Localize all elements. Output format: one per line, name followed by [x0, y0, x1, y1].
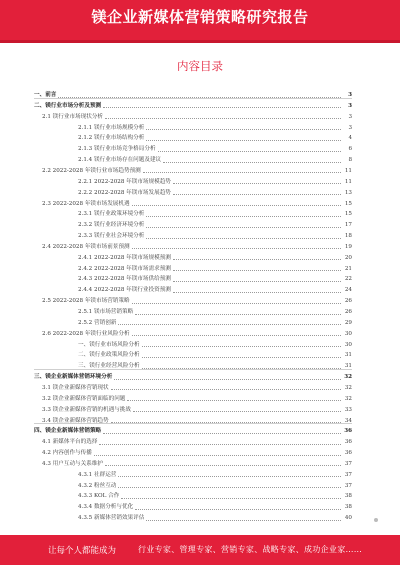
- toc-entry-label: 3.4 镁企业新媒体营销趋势: [42, 417, 109, 424]
- toc-entry-label: 4.3 用户互动与关系维护: [42, 460, 104, 467]
- toc-entry-page: 3: [348, 102, 352, 109]
- toc-entry-label: 4.3.2 粉丝互动: [78, 482, 117, 489]
- toc-entry-label: 2.5.2 营销创新: [78, 319, 117, 326]
- toc-entry-page: 26: [344, 298, 352, 305]
- toc-entry-page: 11: [344, 178, 352, 185]
- toc-entry-label: 4.3.5 新媒体营销效果评估: [78, 515, 145, 522]
- toc-entry[interactable]: [34, 110, 352, 121]
- toc-entry-page: 37: [344, 460, 352, 467]
- toc-entry[interactable]: [34, 99, 352, 110]
- toc-leader-dots: [146, 520, 341, 521]
- toc-entry-page: 26: [344, 309, 352, 315]
- toc-entry-page: 3: [348, 124, 352, 131]
- toc-leader-dots: [142, 346, 341, 347]
- toc-leader-dots: [173, 270, 341, 271]
- toc-entry[interactable]: [34, 262, 352, 273]
- toc-entry-page: 32: [344, 384, 352, 391]
- toc-entry-page: 24: [344, 287, 352, 294]
- toc-section-divider: [34, 423, 352, 424]
- toc-entry-page: 40: [344, 515, 352, 522]
- toc-entry[interactable]: [34, 164, 352, 175]
- toc-entry[interactable]: [34, 435, 352, 446]
- toc-entry-label: 2.1.2 镁行业市场结构分析: [78, 135, 145, 142]
- toc-entry[interactable]: [34, 381, 352, 392]
- toc-entry-label: 3.3 镁企业新媒体营销的机遇与挑战: [42, 406, 131, 413]
- toc-entry-label: 2.2 2022-2028 年镁行业市场趋势预测: [42, 167, 141, 174]
- toc-entry-label: 一、镁行业市场风险分析: [78, 341, 140, 348]
- toc-entry[interactable]: [34, 468, 352, 479]
- toc-entry-label: 2.1.1 镁行业市场规模分析: [78, 124, 145, 131]
- toc-entry-label: 二、镁行业市场分析及预测: [34, 102, 102, 109]
- toc-entry[interactable]: [34, 272, 352, 283]
- toc-leader-dots: [173, 194, 341, 195]
- toc-entry-page: 3: [348, 92, 352, 98]
- toc-leader-dots: [111, 389, 341, 390]
- toc-leader-dots: [103, 107, 341, 108]
- toc-leader-dots: [143, 172, 341, 173]
- toc-entry[interactable]: [34, 511, 352, 522]
- header-strip: [0, 40, 400, 43]
- toc-entry[interactable]: [34, 186, 352, 197]
- toc-leader-dots: [133, 411, 341, 412]
- toc-leader-dots: [121, 498, 341, 499]
- toc-entry-page: 32: [344, 374, 352, 381]
- toc-leader-dots: [142, 357, 341, 358]
- toc-leader-dots: [99, 444, 341, 445]
- toc-entry-label: 2.5.1 镁市场营销策略: [78, 309, 134, 315]
- toc-entry[interactable]: [34, 294, 352, 305]
- toc-entry[interactable]: [34, 240, 352, 251]
- toc-entry-label: 2.5 2022-2028 年镁市场营销策略: [42, 298, 130, 305]
- toc-entry-label: 4.2 内容创作与传播: [42, 450, 92, 457]
- toc-entry-page: 29: [344, 319, 352, 326]
- report-header: [0, 0, 400, 40]
- toc-section-divider: [34, 98, 352, 99]
- toc-entry[interactable]: [34, 207, 352, 218]
- toc-entry-page: 33: [344, 406, 352, 413]
- toc-leader-dots: [118, 487, 341, 488]
- toc-entry[interactable]: [34, 327, 352, 338]
- toc-entry[interactable]: [34, 131, 352, 142]
- toc-leader-dots: [94, 455, 341, 456]
- toc-entry-page: 4: [348, 135, 352, 142]
- footer-slogan: 让每个人都能成为: [48, 546, 117, 556]
- toc-entry-label: 2.4.4 2022-2028 年镁行业投资预测: [78, 287, 171, 294]
- toc-entry-label: 三、镁企业新媒体营销环境分析: [34, 374, 113, 381]
- toc-entry-label: 2.2.1 2022-2028 年镁市场规模趋势: [78, 178, 171, 185]
- toc-entry-page: 30: [344, 330, 352, 337]
- toc-leader-dots: [118, 476, 341, 477]
- toc-entry-page: 15: [344, 200, 352, 207]
- toc-entry-page: 31: [344, 363, 352, 370]
- toc-entry-page: 37: [344, 471, 352, 478]
- toc-entry-label: 2.3 2022-2028 年镁市场发展机遇: [42, 200, 130, 207]
- toc-leader-dots: [173, 183, 341, 184]
- toc-entry-label: 2.4.3 2022-2028 年镁市场供给预测: [78, 276, 171, 283]
- toc-entry[interactable]: [34, 403, 352, 414]
- toc-leader-dots: [105, 118, 341, 119]
- toc-entry-label: 2.4.2 2022-2028 年镁市场需求预测: [78, 265, 171, 272]
- toc-entry[interactable]: [34, 446, 352, 457]
- toc-entry-label: 2.4 2022-2028 年镁市场前景预测: [42, 243, 130, 250]
- toc-entry[interactable]: [34, 316, 352, 327]
- toc-entry-label: 4.3.4 数据分析与优化: [78, 504, 134, 511]
- toc-entry[interactable]: [34, 229, 352, 240]
- toc-leader-dots: [132, 303, 341, 304]
- toc-entry[interactable]: [34, 175, 352, 186]
- toc-leader-dots: [118, 324, 341, 325]
- toc-entry-page: 13: [344, 189, 352, 196]
- toc-leader-dots: [173, 259, 341, 260]
- toc-entry[interactable]: [34, 197, 352, 208]
- toc-leader-dots: [132, 205, 341, 206]
- toc-leader-dots: [135, 314, 341, 315]
- toc-entry-page: 36: [344, 439, 352, 446]
- toc-section-divider: [34, 369, 352, 370]
- toc-entry[interactable]: [34, 424, 352, 435]
- toc-entry-label: 2.3.1 镁行业政策环境分析: [78, 211, 145, 218]
- toc-entry-page: 21: [344, 265, 352, 272]
- toc-entry[interactable]: [34, 392, 352, 403]
- toc-leader-dots: [132, 248, 341, 249]
- toc-entry-label: 2.1.4 镁行业市场存在问题及建议: [78, 157, 162, 164]
- toc-leader-dots: [146, 129, 341, 130]
- toc-entry[interactable]: [34, 500, 352, 511]
- toc-entry[interactable]: [34, 370, 352, 381]
- toc-entry-page: 34: [344, 417, 352, 424]
- toc-leader-dots: [146, 216, 341, 217]
- toc-entry[interactable]: [34, 457, 352, 468]
- toc-entry-label: 2.1.3 镁行业市场竞争格局分析: [78, 146, 156, 153]
- toc-entry[interactable]: [34, 283, 352, 294]
- toc-entry[interactable]: [34, 251, 352, 262]
- toc-entry-page: 37: [344, 482, 352, 489]
- toc-entry[interactable]: [34, 348, 352, 359]
- toc-entry-label: 2.6 2022-2028 年镁行业风险分析: [42, 330, 130, 337]
- toc-entry-label: 三、镁行业经营风险分析: [78, 363, 140, 370]
- toc-entry-page: 20: [344, 254, 352, 261]
- toc-entry-label: 2.4.1 2022-2028 年镁市场规模预测: [78, 254, 171, 261]
- toc-leader-dots: [146, 140, 341, 141]
- toc-entry[interactable]: [34, 142, 352, 153]
- toc-entry-page: 32: [344, 395, 352, 402]
- toc-leader-dots: [105, 465, 341, 466]
- toc-entry-label: 4.3.1 社群运营: [78, 471, 117, 478]
- toc-entry[interactable]: [34, 121, 352, 132]
- toc-leader-dots: [132, 335, 341, 336]
- toc-entry-label: 3.1 镁企业新媒体营销现状: [42, 384, 109, 391]
- toc-entry-label: 2.3.3 镁行业社会环境分析: [78, 233, 145, 240]
- toc-entry-label: 2.2.2 2022-2028 年镁市场发展趋势: [78, 189, 171, 196]
- toc-entry-page: 36: [344, 450, 352, 457]
- toc-entry-page: 31: [344, 352, 352, 359]
- toc-leader-dots: [163, 162, 341, 163]
- page-mark: [374, 518, 378, 522]
- toc-leader-dots: [146, 238, 341, 239]
- toc-leader-dots: [103, 433, 341, 434]
- toc-title: 内容目录: [177, 59, 223, 73]
- toc-entry[interactable]: [34, 489, 352, 500]
- toc-entry-label: 2.3.2 镁行业经济环境分析: [78, 222, 145, 229]
- toc-entry[interactable]: [34, 305, 352, 316]
- toc-leader-dots: [146, 227, 341, 228]
- toc-entry-page: 18: [344, 233, 352, 240]
- toc-entry-label: 二、镁行业政策风险分析: [78, 352, 140, 359]
- toc-leader-dots: [158, 151, 341, 152]
- toc-leader-dots: [114, 379, 341, 380]
- toc-entry-page: 22: [344, 276, 352, 283]
- toc-entry-page: 38: [344, 504, 352, 511]
- footer-bar: [0, 535, 400, 565]
- toc-entry-page: 8: [348, 157, 352, 164]
- toc-entry-label: 一、前言: [34, 92, 57, 98]
- toc-entry-page: 6: [348, 146, 352, 153]
- toc-entry[interactable]: [34, 218, 352, 229]
- toc-entry-label: 3.2 镁企业新媒体营销面临的问题: [42, 395, 126, 402]
- toc-leader-dots: [127, 400, 341, 401]
- toc-entry-page: 36: [344, 428, 352, 435]
- toc-entry-label: 四、镁企业新媒体营销策略: [34, 428, 102, 435]
- toc-leader-dots: [173, 292, 341, 293]
- toc-entry-page: 30: [344, 341, 352, 348]
- toc-entry-page: 15: [344, 211, 352, 218]
- toc-entry-label: 2.1 镁行业市场现状分析: [42, 113, 104, 120]
- toc-entry[interactable]: [34, 338, 352, 349]
- toc-leader-dots: [173, 281, 341, 282]
- toc-entry-page: 3: [348, 113, 352, 120]
- toc-leader-dots: [135, 509, 341, 510]
- toc-entry-label: 4.1 新媒体平台的选择: [42, 439, 98, 446]
- report-title: 镁企业新媒体营销策略研究报告: [91, 8, 309, 26]
- toc-entry-page: 19: [344, 243, 352, 250]
- toc-entry-page: 38: [344, 493, 352, 500]
- toc-entry-page: 17: [344, 222, 352, 229]
- footer-tagline: 行业专家、管理专家、营销专家、战略专家、成功企业家……: [138, 545, 363, 554]
- toc-entry[interactable]: [34, 153, 352, 164]
- toc-entry-page: 11: [344, 167, 352, 174]
- toc-entry-label: 4.3.3 KOL 合作: [78, 493, 120, 500]
- toc-entry[interactable]: [34, 479, 352, 490]
